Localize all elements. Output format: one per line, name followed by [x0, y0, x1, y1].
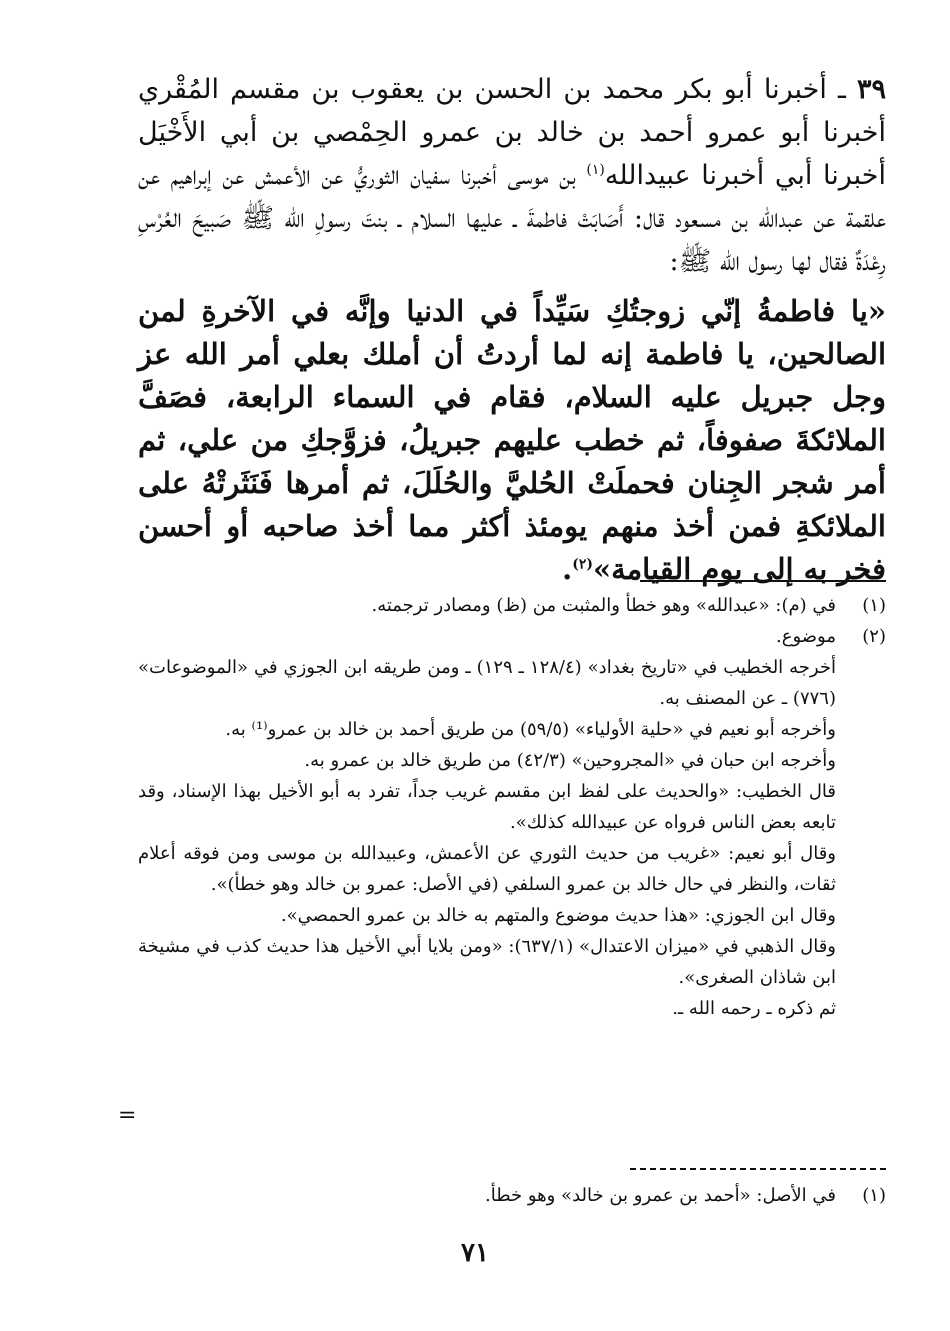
footnote-paragraph: في (م): «عبدالله» وهو خطأ والمثبت من (ظ) ومصادر ترجمته. [371, 595, 836, 616]
subfootnotes-section [138, 1180, 886, 1211]
subfootnote [138, 1180, 886, 1211]
narration-paragraph [138, 68, 886, 283]
continuation-mark: = [118, 1103, 137, 1128]
footnote-paragraph: قال الخطيب: «والحديث على لفظ ابن مقسم غريب جداً، تفرد به أبو الأخيل بهذا الإسناد، وقد تابعه بعض الناس فرواه عن عبيدالله كذلك». [138, 781, 836, 833]
footnote-body [138, 621, 836, 1024]
footnote-paragraph: وأخرجه أبو نعيم في «حلية الأولياء» (٥٩/٥) من طريق أحمد بن خالد بن عمرو⁽¹⁾ به. [225, 719, 836, 740]
hadith-text: «يا فاطمةُ إنّي زوجتُكِ سَيِّداً في الدنيا وإنَّه في الآخرةِ لمن الصالحين، يا فاطمة إنه لما أردتُ أن أملك بعلي أمر الله عز وجل جبريل عليه السلام، فقام في السماء الرابعة، فصَفَّ الملائكةَ صفوفاً، ثم خطب عليهم جبريلُ، فزوَّجكِ من علي، ثم أمر شجر الجِنان فحملَتْ الحُليَّ والحُلَلَ، ثم أمرها فَنَثَرتْهُ على الملائكةِ فمن أخذ منهم يومئذ أكثر مما أخذ صاحبه أو أحسن فخر به إلى يوم القيامة» [138, 294, 886, 586]
footnote-separator [640, 580, 886, 582]
footnote-number: (٢) [862, 626, 886, 647]
hadith-end: . [562, 552, 573, 586]
footnote-paragraph: وأخرجه ابن حبان في «المجروحين» (٤٢/٣) من طريق خالد بن عمرو به. [304, 750, 836, 771]
narration-text-after: بن موسى أخبرنا سفيان الثوريُّ عن الأعمش عن إبراهيم عن علقمة عن عبدالله بن مسعود قال: أَصَابَتْ فاطمةَ ـ عليها السلام ـ بنتَ رسولِ الله ﷺ صَبيحَ العُرْسِ رِعْدَةٌ فقال لها رسول الله ﷺ: [138, 160, 886, 277]
footnote-ref-1: (١) [586, 162, 605, 178]
footnote-paragraph: وقال الذهبي في «ميزان الاعتدال» (٦٣٧/١): «ومن بلايا أبي الأخيل هذا حديث كذب في مشيخة ابن شاذان الصغرى». [138, 936, 836, 988]
footnote-number: (١) [862, 595, 886, 616]
footnote-paragraph: موضوع. [776, 626, 836, 647]
subfootnote-number: (١) [862, 1185, 886, 1206]
footnote [138, 621, 886, 1024]
hadith-text-block [138, 290, 886, 591]
page-number: ٧١ [461, 1238, 489, 1268]
footnote-ref-2: (٢) [572, 556, 593, 573]
footnote-paragraph: ثم ذكره ـ رحمه الله ـ. [672, 998, 836, 1019]
footnotes-section [138, 590, 886, 1024]
subfootnote-body [138, 1180, 836, 1211]
hadith-number: ٣٩ [856, 74, 886, 105]
subfootnote-separator [630, 1168, 886, 1170]
footnote [138, 590, 886, 621]
footnote-paragraph: وقال أبو نعيم: «غريب من حديث الثوري عن الأعمش، وعبيدالله بن موسى ومن فوقه أعلام ثقات، والنظر في حال خالد بن عمرو السلفي (في الأصل: عمرو بن خالد وهو خطأ)». [138, 843, 836, 895]
footnote-paragraph: وقال ابن الجوزي: «هذا حديث موضوع والمتهم به خالد بن عمرو الحمصي». [280, 905, 836, 926]
subfootnote-text: في الأصل: «أحمد بن عمرو بن خالد» وهو خطأ. [485, 1185, 836, 1206]
narration-text: ـ أخبرنا أبو بكر محمد بن الحسن بن يعقوب بن مقسم المُقْري أخبرنا أبو عمرو أحمد بن خالد بن عمرو الحِمْصي بن أبي الأَخْيَل أخبرنا أبي أخبرنا عبيدالله [138, 74, 886, 191]
footnote-paragraph: أخرجه الخطيب في «تاريخ بغداد» (١٢٨/٤ ـ ١٢٩) ـ ومن طريقه ابن الجوزي في «الموضوعات» (٧٧٦) ـ عن المصنف به. [138, 657, 836, 709]
footnote-body [138, 590, 836, 621]
